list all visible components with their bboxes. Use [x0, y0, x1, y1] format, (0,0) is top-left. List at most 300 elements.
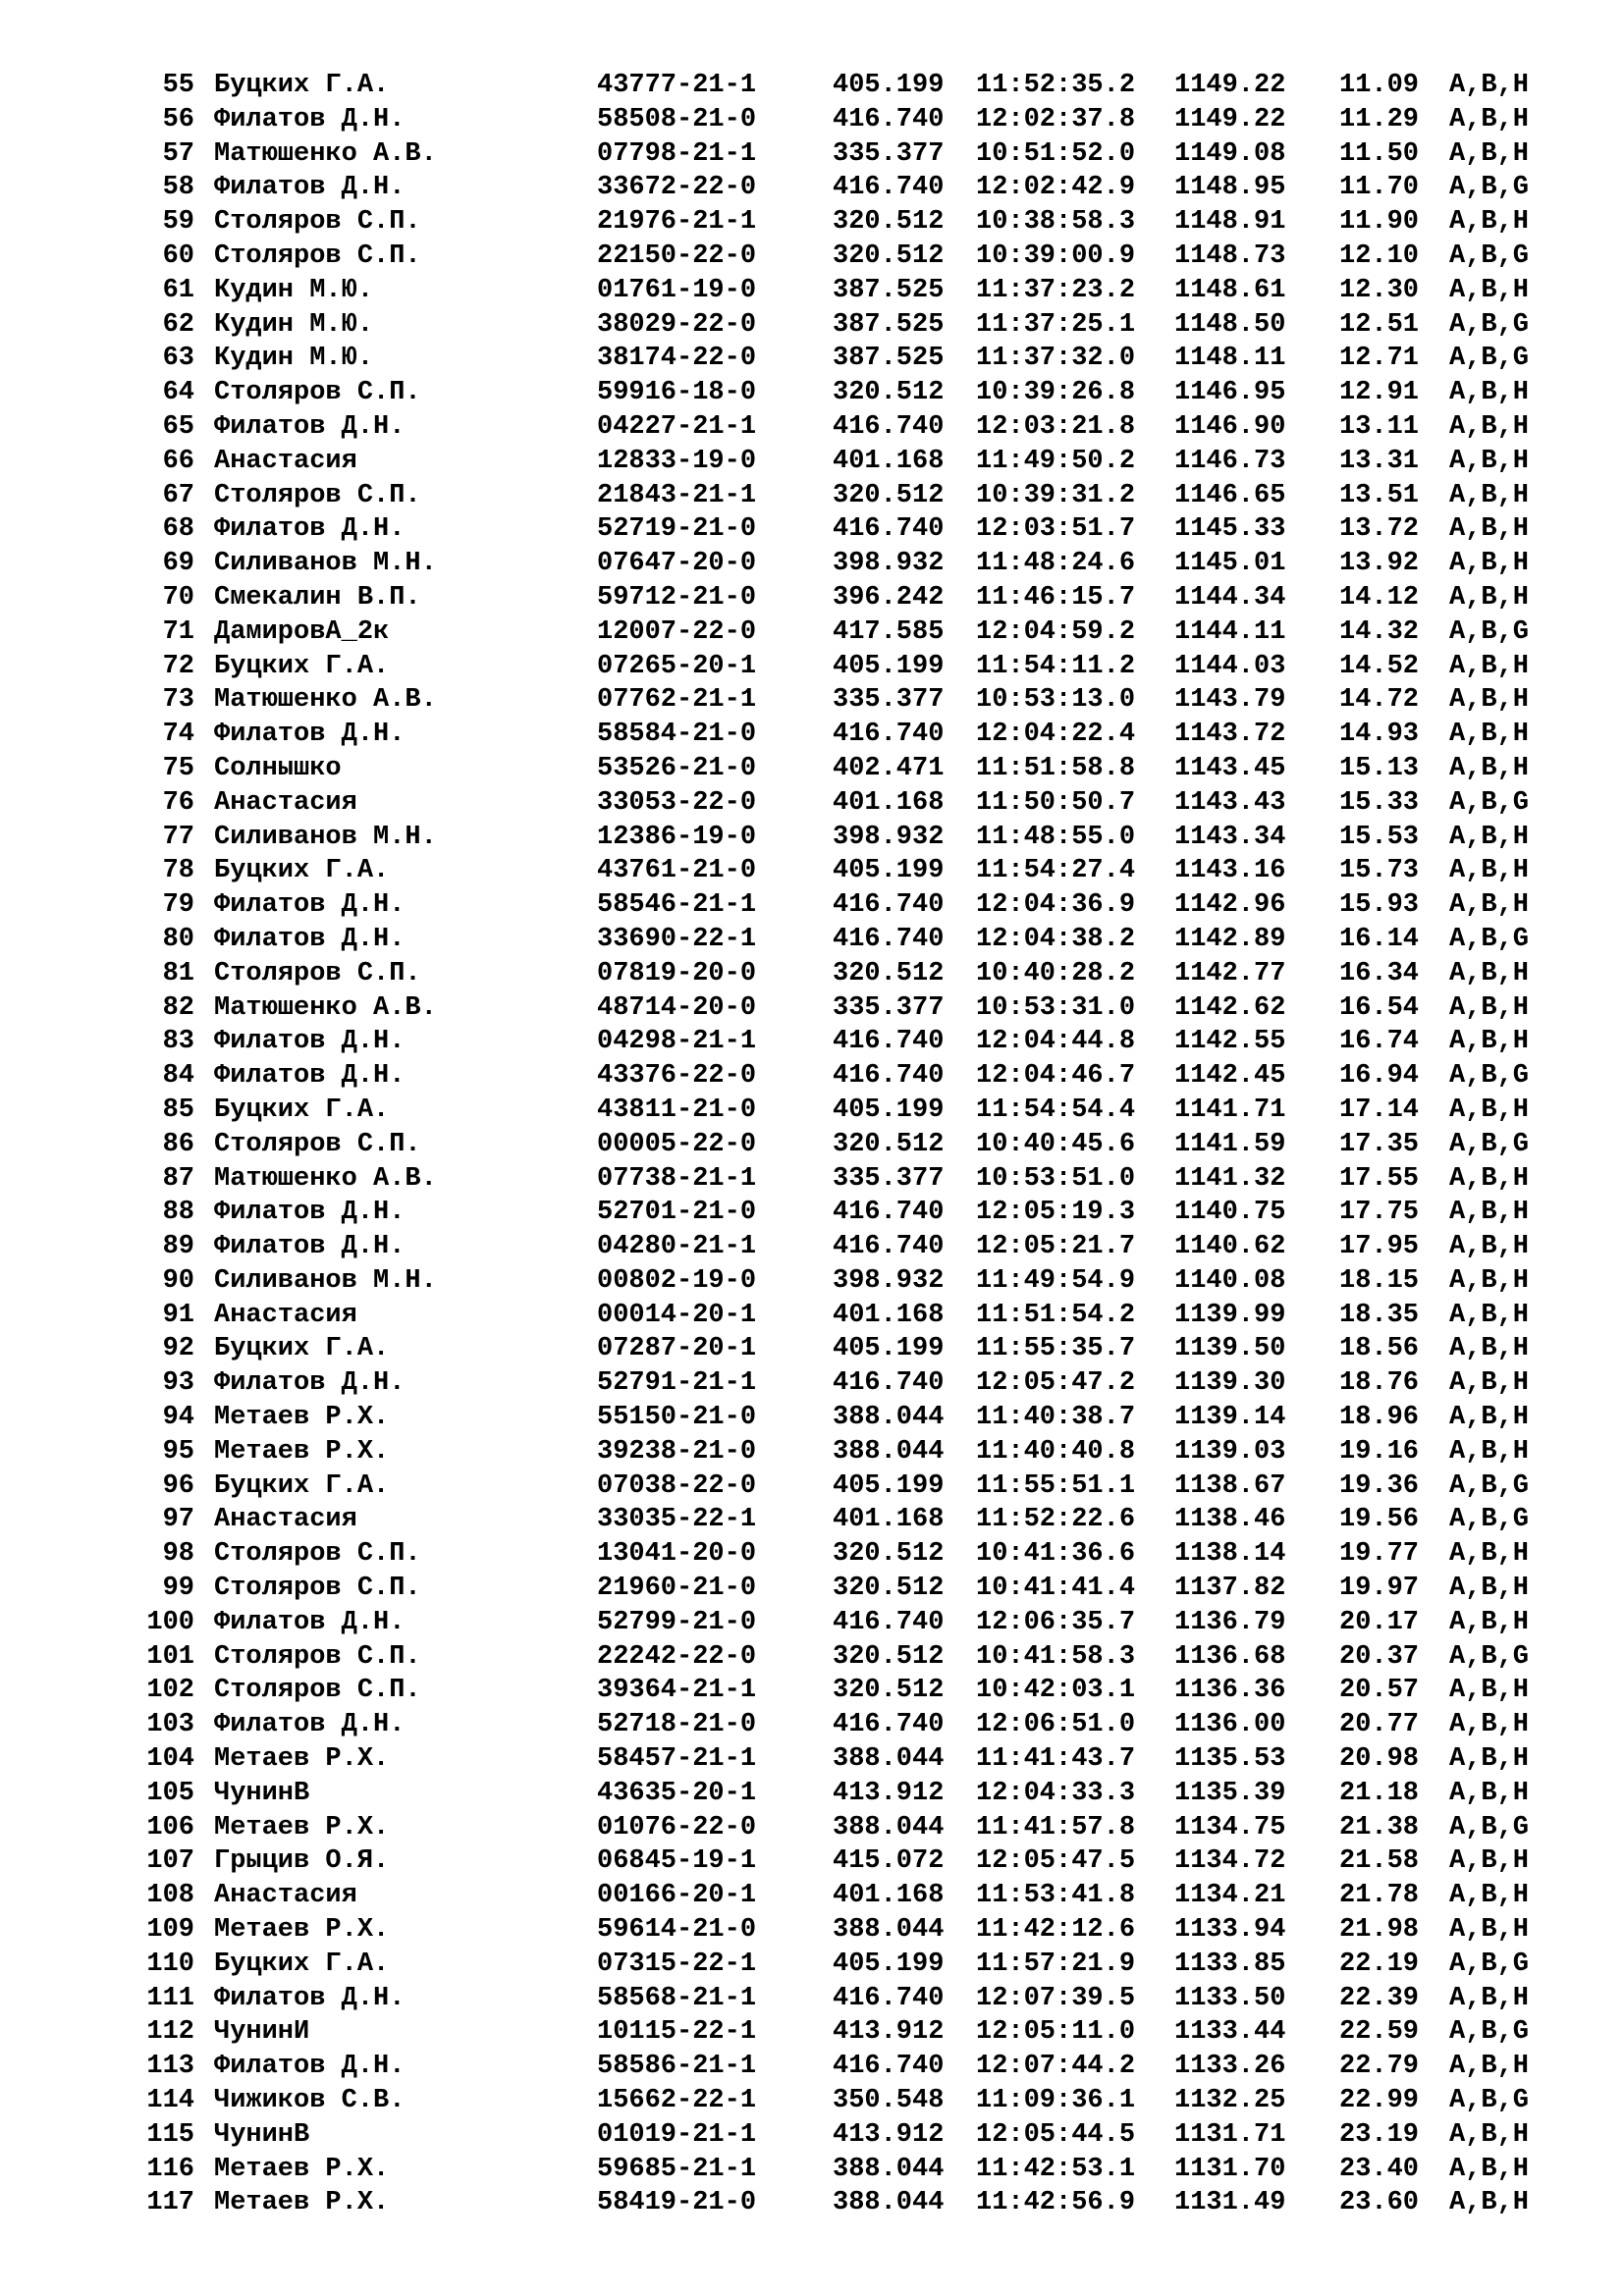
- ring-number: 04298-21-1: [597, 1027, 757, 1057]
- ring-number: 43761-21-0: [597, 856, 757, 886]
- groups: A,B,H: [1449, 2052, 1530, 2082]
- arrival-time: 11:51:58.8: [976, 753, 1136, 783]
- distance: 335.377: [833, 685, 945, 716]
- distance: 398.932: [833, 549, 945, 579]
- coefficient: 11.09: [1339, 71, 1420, 100]
- place-number: 105: [146, 1778, 194, 1808]
- place-number: 58: [162, 173, 194, 203]
- table-row: [0, 1366, 1624, 1401]
- speed: 1142.45: [1174, 1061, 1286, 1092]
- distance: 335.377: [833, 1163, 945, 1194]
- speed: 1133.50: [1174, 1983, 1286, 2013]
- groups: A,B,H: [1449, 446, 1530, 476]
- fancier-name: Силиванов М.Н.: [214, 822, 437, 852]
- arrival-time: 11:42:12.6: [976, 1915, 1136, 1946]
- ring-number: 22150-22-0: [597, 240, 757, 271]
- speed: 1149.22: [1174, 104, 1286, 134]
- table-row: [0, 1162, 1624, 1197]
- table-row: [0, 1879, 1624, 1913]
- coefficient: 15.33: [1339, 787, 1420, 818]
- speed: 1140.75: [1174, 1198, 1286, 1228]
- distance: 415.072: [833, 1846, 945, 1877]
- fancier-name: ЧунинИ: [214, 2017, 310, 2048]
- table-row: [0, 1606, 1624, 1640]
- speed: 1137.82: [1174, 1574, 1286, 1604]
- table-row: [0, 1332, 1624, 1366]
- distance: 401.168: [833, 1881, 945, 1911]
- coefficient: 22.19: [1339, 1949, 1420, 1979]
- arrival-time: 12:02:37.8: [976, 104, 1136, 134]
- table-row: [0, 991, 1624, 1026]
- groups: A,B,H: [1449, 856, 1530, 886]
- arrival-time: 12:04:36.9: [976, 890, 1136, 921]
- coefficient: 17.75: [1339, 1198, 1420, 1228]
- groups: A,B,H: [1449, 514, 1530, 545]
- table-row: [0, 342, 1624, 376]
- arrival-time: 10:39:31.2: [976, 480, 1136, 510]
- coefficient: 14.32: [1339, 616, 1420, 647]
- table-row: [0, 205, 1624, 240]
- place-number: 106: [146, 1812, 194, 1842]
- fancier-name: Анастасия: [214, 446, 357, 476]
- speed: 1144.11: [1174, 616, 1286, 647]
- speed: 1149.22: [1174, 71, 1286, 100]
- ring-number: 04227-21-1: [597, 411, 757, 442]
- place-number: 96: [162, 1470, 194, 1501]
- place-number: 81: [162, 958, 194, 988]
- arrival-time: 11:37:25.1: [976, 309, 1136, 340]
- speed: 1148.73: [1174, 240, 1286, 271]
- distance: 387.525: [833, 344, 945, 374]
- distance: 387.525: [833, 275, 945, 305]
- coefficient: 16.54: [1339, 992, 1420, 1023]
- fancier-name: Метаев Р.Х.: [214, 1812, 390, 1842]
- speed: 1141.59: [1174, 1129, 1286, 1159]
- fancier-name: Анастасия: [214, 1300, 357, 1330]
- arrival-time: 10:53:51.0: [976, 1163, 1136, 1194]
- coefficient: 12.30: [1339, 275, 1420, 305]
- ring-number: 07315-22-1: [597, 1949, 757, 1979]
- groups: A,B,H: [1449, 1403, 1530, 1433]
- table-row: [0, 888, 1624, 923]
- place-number: 90: [162, 1265, 194, 1296]
- speed: 1144.34: [1174, 582, 1286, 613]
- distance: 416.740: [833, 1061, 945, 1092]
- distance: 405.199: [833, 651, 945, 681]
- speed: 1148.91: [1174, 207, 1286, 238]
- groups: A,B,H: [1449, 480, 1530, 510]
- ring-number: 13041-20-0: [597, 1539, 757, 1570]
- distance: 388.044: [833, 1436, 945, 1467]
- table-row: [0, 2186, 1624, 2220]
- ring-number: 33035-22-1: [597, 1505, 757, 1535]
- table-row: [0, 69, 1624, 103]
- coefficient: 18.35: [1339, 1300, 1420, 1330]
- coefficient: 17.55: [1339, 1163, 1420, 1194]
- ring-number: 52791-21-1: [597, 1368, 757, 1399]
- arrival-time: 10:53:13.0: [976, 685, 1136, 716]
- table-row: [0, 1708, 1624, 1742]
- place-number: 64: [162, 378, 194, 408]
- groups: A,B,H: [1449, 1778, 1530, 1808]
- arrival-time: 11:42:53.1: [976, 2154, 1136, 2184]
- coefficient: 13.72: [1339, 514, 1420, 545]
- speed: 1143.45: [1174, 753, 1286, 783]
- groups: A,B,G: [1449, 1641, 1530, 1672]
- coefficient: 18.56: [1339, 1334, 1420, 1364]
- fancier-name: Анастасия: [214, 1505, 357, 1535]
- arrival-time: 12:02:42.9: [976, 173, 1136, 203]
- arrival-time: 11:54:27.4: [976, 856, 1136, 886]
- speed: 1140.08: [1174, 1265, 1286, 1296]
- fancier-name: Смекалин В.П.: [214, 582, 421, 613]
- groups: A,B,G: [1449, 344, 1530, 374]
- speed: 1146.65: [1174, 480, 1286, 510]
- speed: 1139.03: [1174, 1436, 1286, 1467]
- fancier-name: Метаев Р.Х.: [214, 1436, 390, 1467]
- coefficient: 13.92: [1339, 549, 1420, 579]
- place-number: 110: [146, 1949, 194, 1979]
- fancier-name: Матюшенко А.В.: [214, 992, 437, 1023]
- speed: 1141.71: [1174, 1095, 1286, 1125]
- groups: A,B,H: [1449, 138, 1530, 169]
- distance: 416.740: [833, 1198, 945, 1228]
- table-row: [0, 1640, 1624, 1675]
- distance: 398.932: [833, 1265, 945, 1296]
- ring-number: 07762-21-1: [597, 685, 757, 716]
- groups: A,B,H: [1449, 2154, 1530, 2184]
- distance: 413.912: [833, 2017, 945, 2048]
- distance: 388.044: [833, 2188, 945, 2218]
- table-row: [0, 137, 1624, 172]
- arrival-time: 11:52:35.2: [976, 71, 1136, 100]
- ring-number: 21976-21-1: [597, 207, 757, 238]
- place-number: 113: [146, 2052, 194, 2082]
- table-row: [0, 957, 1624, 991]
- fancier-name: Филатов Д.Н.: [214, 1232, 406, 1262]
- speed: 1141.32: [1174, 1163, 1286, 1194]
- fancier-name: Метаев Р.Х.: [214, 1403, 390, 1433]
- coefficient: 20.98: [1339, 1744, 1420, 1775]
- ring-number: 07038-22-0: [597, 1470, 757, 1501]
- coefficient: 19.36: [1339, 1470, 1420, 1501]
- table-row: [0, 2015, 1624, 2050]
- distance: 320.512: [833, 1676, 945, 1706]
- table-row: [0, 1401, 1624, 1435]
- ring-number: 12833-19-0: [597, 446, 757, 476]
- place-number: 76: [162, 787, 194, 818]
- table-row: [0, 1264, 1624, 1299]
- groups: A,B,H: [1449, 1846, 1530, 1877]
- ring-number: 43811-21-0: [597, 1095, 757, 1125]
- speed: 1136.00: [1174, 1710, 1286, 1740]
- arrival-time: 12:05:47.2: [976, 1368, 1136, 1399]
- speed: 1134.75: [1174, 1812, 1286, 1842]
- ring-number: 07819-20-0: [597, 958, 757, 988]
- distance: 416.740: [833, 1710, 945, 1740]
- distance: 416.740: [833, 411, 945, 442]
- groups: A,B,G: [1449, 1129, 1530, 1159]
- arrival-time: 10:41:36.6: [976, 1539, 1136, 1570]
- fancier-name: Кудин М.Ю.: [214, 309, 374, 340]
- distance: 320.512: [833, 378, 945, 408]
- groups: A,B,H: [1449, 71, 1530, 100]
- coefficient: 14.93: [1339, 720, 1420, 750]
- groups: A,B,H: [1449, 1710, 1530, 1740]
- ring-number: 22242-22-0: [597, 1641, 757, 1672]
- place-number: 71: [162, 616, 194, 647]
- speed: 1142.89: [1174, 924, 1286, 954]
- distance: 320.512: [833, 958, 945, 988]
- table-row: [0, 1230, 1624, 1264]
- place-number: 86: [162, 1129, 194, 1159]
- place-number: 68: [162, 514, 194, 545]
- groups: A,B,H: [1449, 104, 1530, 134]
- ring-number: 38174-22-0: [597, 344, 757, 374]
- coefficient: 22.59: [1339, 2017, 1420, 2048]
- fancier-name: Столяров С.П.: [214, 207, 421, 238]
- ring-number: 58457-21-1: [597, 1744, 757, 1775]
- arrival-time: 12:06:51.0: [976, 1710, 1136, 1740]
- coefficient: 15.13: [1339, 753, 1420, 783]
- arrival-time: 11:09:36.1: [976, 2086, 1136, 2116]
- distance: 388.044: [833, 1403, 945, 1433]
- groups: A,B,H: [1449, 1539, 1530, 1570]
- speed: 1142.55: [1174, 1027, 1286, 1057]
- place-number: 103: [146, 1710, 194, 1740]
- arrival-time: 11:54:11.2: [976, 651, 1136, 681]
- coefficient: 11.70: [1339, 173, 1420, 203]
- ring-number: 01019-21-1: [597, 2119, 757, 2150]
- table-row: [0, 650, 1624, 684]
- arrival-time: 11:41:43.7: [976, 1744, 1136, 1775]
- distance: 417.585: [833, 616, 945, 647]
- arrival-time: 10:42:03.1: [976, 1676, 1136, 1706]
- fancier-name: Филатов Д.Н.: [214, 720, 406, 750]
- speed: 1148.11: [1174, 344, 1286, 374]
- ring-number: 00166-20-1: [597, 1881, 757, 1911]
- table-row: [0, 376, 1624, 410]
- speed: 1143.43: [1174, 787, 1286, 818]
- arrival-time: 11:52:22.6: [976, 1505, 1136, 1535]
- arrival-time: 10:40:45.6: [976, 1129, 1136, 1159]
- fancier-name: Буцких Г.А.: [214, 1334, 390, 1364]
- coefficient: 21.78: [1339, 1881, 1420, 1911]
- place-number: 84: [162, 1061, 194, 1092]
- arrival-time: 12:05:21.7: [976, 1232, 1136, 1262]
- ring-number: 58586-21-1: [597, 2052, 757, 2082]
- speed: 1133.26: [1174, 2052, 1286, 2082]
- table-row: [0, 1025, 1624, 1059]
- arrival-time: 11:40:40.8: [976, 1436, 1136, 1467]
- ring-number: 01761-19-0: [597, 275, 757, 305]
- place-number: 100: [146, 1607, 194, 1637]
- arrival-time: 11:46:15.7: [976, 582, 1136, 613]
- groups: A,B,G: [1449, 924, 1530, 954]
- groups: A,B,H: [1449, 2119, 1530, 2150]
- fancier-name: Анастасия: [214, 787, 357, 818]
- arrival-time: 12:04:38.2: [976, 924, 1136, 954]
- place-number: 108: [146, 1881, 194, 1911]
- groups: A,B,H: [1449, 1881, 1530, 1911]
- ring-number: 58584-21-0: [597, 720, 757, 750]
- fancier-name: Кудин М.Ю.: [214, 275, 374, 305]
- coefficient: 19.16: [1339, 1436, 1420, 1467]
- place-number: 57: [162, 138, 194, 169]
- groups: A,B,G: [1449, 173, 1530, 203]
- place-number: 79: [162, 890, 194, 921]
- groups: A,B,G: [1449, 1061, 1530, 1092]
- table-row: [0, 752, 1624, 786]
- coefficient: 17.14: [1339, 1095, 1420, 1125]
- distance: 320.512: [833, 1539, 945, 1570]
- speed: 1148.61: [1174, 275, 1286, 305]
- speed: 1146.95: [1174, 378, 1286, 408]
- speed: 1131.70: [1174, 2154, 1286, 2184]
- place-number: 87: [162, 1163, 194, 1194]
- coefficient: 15.73: [1339, 856, 1420, 886]
- groups: A,B,G: [1449, 616, 1530, 647]
- fancier-name: Филатов Д.Н.: [214, 1607, 406, 1637]
- fancier-name: Столяров С.П.: [214, 1129, 421, 1159]
- place-number: 59: [162, 207, 194, 238]
- place-number: 92: [162, 1334, 194, 1364]
- fancier-name: Филатов Д.Н.: [214, 104, 406, 134]
- table-row: [0, 2084, 1624, 2118]
- ring-number: 15662-22-1: [597, 2086, 757, 2116]
- arrival-time: 12:04:46.7: [976, 1061, 1136, 1092]
- table-row: [0, 1094, 1624, 1128]
- groups: A,B,H: [1449, 1436, 1530, 1467]
- table-row: [0, 1777, 1624, 1811]
- ring-number: 59916-18-0: [597, 378, 757, 408]
- distance: 416.740: [833, 924, 945, 954]
- place-number: 67: [162, 480, 194, 510]
- place-number: 61: [162, 275, 194, 305]
- groups: A,B,H: [1449, 1607, 1530, 1637]
- table-row: [0, 1503, 1624, 1537]
- table-row: [0, 923, 1624, 957]
- ring-number: 59614-21-0: [597, 1915, 757, 1946]
- arrival-time: 10:51:52.0: [976, 138, 1136, 169]
- table-row: [0, 240, 1624, 274]
- arrival-time: 10:41:41.4: [976, 1574, 1136, 1604]
- table-row: [0, 821, 1624, 855]
- table-row: [0, 1742, 1624, 1777]
- speed: 1133.44: [1174, 2017, 1286, 2048]
- coefficient: 16.14: [1339, 924, 1420, 954]
- distance: 413.912: [833, 1778, 945, 1808]
- table-row: [0, 1196, 1624, 1230]
- arrival-time: 12:05:11.0: [976, 2017, 1136, 2048]
- place-number: 72: [162, 651, 194, 681]
- speed: 1143.16: [1174, 856, 1286, 886]
- fancier-name: Метаев Р.Х.: [214, 2154, 390, 2184]
- distance: 416.740: [833, 104, 945, 134]
- coefficient: 21.18: [1339, 1778, 1420, 1808]
- coefficient: 16.74: [1339, 1027, 1420, 1057]
- ring-number: 43376-22-0: [597, 1061, 757, 1092]
- place-number: 78: [162, 856, 194, 886]
- arrival-time: 12:03:21.8: [976, 411, 1136, 442]
- distance: 387.525: [833, 309, 945, 340]
- distance: 416.740: [833, 1232, 945, 1262]
- ring-number: 21843-21-1: [597, 480, 757, 510]
- fancier-name: Филатов Д.Н.: [214, 411, 406, 442]
- place-number: 89: [162, 1232, 194, 1262]
- place-number: 82: [162, 992, 194, 1023]
- distance: 416.740: [833, 1607, 945, 1637]
- place-number: 104: [146, 1744, 194, 1775]
- place-number: 65: [162, 411, 194, 442]
- coefficient: 14.12: [1339, 582, 1420, 613]
- groups: A,B,G: [1449, 1470, 1530, 1501]
- coefficient: 18.15: [1339, 1265, 1420, 1296]
- speed: 1143.72: [1174, 720, 1286, 750]
- place-number: 55: [162, 71, 194, 100]
- arrival-time: 12:04:59.2: [976, 616, 1136, 647]
- ring-number: 07265-20-1: [597, 651, 757, 681]
- place-number: 95: [162, 1436, 194, 1467]
- table-row: [0, 786, 1624, 821]
- place-number: 60: [162, 240, 194, 271]
- table-row: [0, 308, 1624, 343]
- groups: A,B,H: [1449, 1676, 1530, 1706]
- place-number: 83: [162, 1027, 194, 1057]
- arrival-time: 11:57:21.9: [976, 1949, 1136, 1979]
- arrival-time: 12:06:35.7: [976, 1607, 1136, 1637]
- fancier-name: Столяров С.П.: [214, 378, 421, 408]
- arrival-time: 12:03:51.7: [976, 514, 1136, 545]
- table-row: [0, 410, 1624, 445]
- ring-number: 43777-21-1: [597, 71, 757, 100]
- groups: A,B,H: [1449, 1574, 1530, 1604]
- speed: 1134.21: [1174, 1881, 1286, 1911]
- fancier-name: Буцких Г.А.: [214, 651, 390, 681]
- distance: 388.044: [833, 1812, 945, 1842]
- fancier-name: Метаев Р.Х.: [214, 2188, 390, 2218]
- groups: A,B,H: [1449, 753, 1530, 783]
- speed: 1148.50: [1174, 309, 1286, 340]
- table-row: [0, 683, 1624, 718]
- distance: 405.199: [833, 1334, 945, 1364]
- fancier-name: Матюшенко А.В.: [214, 1163, 437, 1194]
- ring-number: 07738-21-1: [597, 1163, 757, 1194]
- arrival-time: 12:05:44.5: [976, 2119, 1136, 2150]
- results-table: [0, 69, 1624, 2220]
- coefficient: 16.34: [1339, 958, 1420, 988]
- speed: 1133.94: [1174, 1915, 1286, 1946]
- fancier-name: Филатов Д.Н.: [214, 890, 406, 921]
- groups: A,B,G: [1449, 2017, 1530, 2048]
- groups: A,B,H: [1449, 1368, 1530, 1399]
- ring-number: 01076-22-0: [597, 1812, 757, 1842]
- speed: 1138.14: [1174, 1539, 1286, 1570]
- distance: 320.512: [833, 1574, 945, 1604]
- arrival-time: 12:07:39.5: [976, 1983, 1136, 2013]
- distance: 320.512: [833, 207, 945, 238]
- groups: A,B,H: [1449, 1232, 1530, 1262]
- speed: 1143.34: [1174, 822, 1286, 852]
- speed: 1136.79: [1174, 1607, 1286, 1637]
- fancier-name: Филатов Д.Н.: [214, 1983, 406, 2013]
- place-number: 77: [162, 822, 194, 852]
- place-number: 99: [162, 1574, 194, 1604]
- arrival-time: 11:48:55.0: [976, 822, 1136, 852]
- groups: A,B,H: [1449, 2188, 1530, 2218]
- groups: A,B,H: [1449, 958, 1530, 988]
- fancier-name: ЧунинВ: [214, 1778, 310, 1808]
